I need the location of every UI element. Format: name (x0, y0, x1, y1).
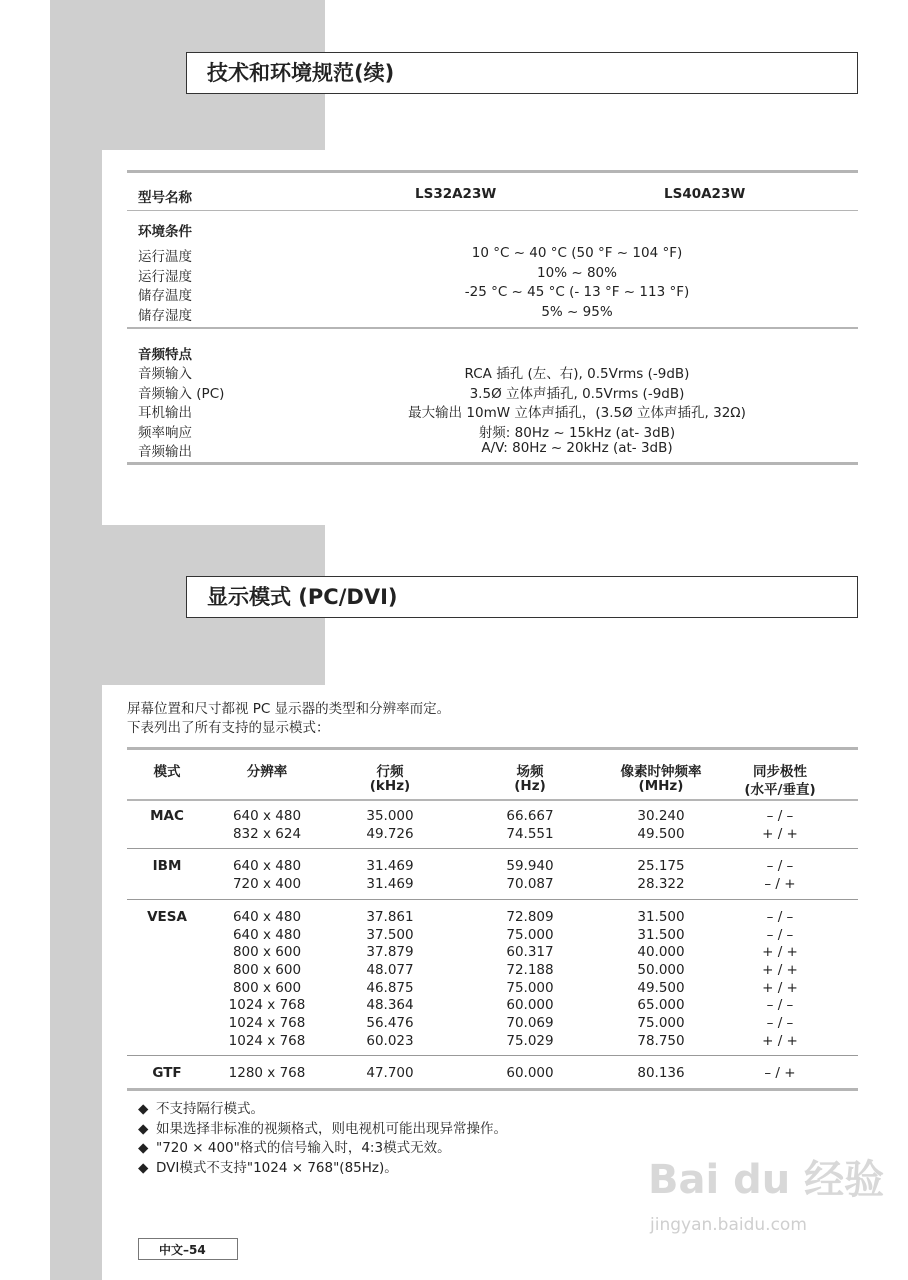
cell-resolution: 720 x 400 (232, 876, 302, 893)
cell-vfreq: 70.087 (506, 876, 554, 893)
mode-name: GTF (152, 1065, 182, 1082)
mode-name: VESA (147, 908, 187, 925)
table-top-rule (127, 170, 858, 173)
note-text: "720 × 400"格式的信号输入时，4:3模式无效。 (156, 1140, 451, 1156)
header-vfreq: 场频 (516, 764, 544, 780)
env-label: 储存湿度 (138, 307, 192, 324)
cell-resolution: 800 x 600 (232, 979, 302, 996)
header-mode: 模式 (153, 764, 181, 780)
audio-label: 音频输入 (138, 366, 192, 382)
cell-pixel-clock: 25.175 (637, 858, 685, 875)
watermark-logo: Bai du 经验 (648, 1157, 885, 1203)
cell-pixel-clock: 50.000 (637, 961, 685, 978)
watermark-url: jingyan.baidu.com (650, 1215, 807, 1235)
header-rule (127, 210, 858, 211)
note-text: DVI模式不支持"1024 × 768"(85Hz)。 (156, 1159, 398, 1176)
cell-pixel-clock: 31.500 (637, 926, 685, 943)
cell-pixel-clock: 78.750 (637, 1032, 685, 1049)
cell-resolution: 800 x 600 (232, 961, 302, 978)
env-value: -25 °C ~ 45 °C (- 13 °F ~ 113 °F) (464, 284, 690, 300)
env-heading: 环境条件 (138, 224, 192, 240)
audio-value: 3.5Ø 立体声插孔, 0.5Vrms (-9dB) (469, 385, 685, 402)
table-bottom-rule (127, 462, 858, 465)
cell-sync-polarity: – / – (766, 858, 794, 875)
cell-vfreq: 70.069 (506, 1015, 554, 1031)
cell-sync-polarity: + / + (762, 979, 798, 996)
env-label: 运行温度 (138, 249, 192, 265)
modes-top-rule (127, 747, 858, 750)
gray-band-left (50, 150, 102, 525)
header-pixel-clock-unit: (MHz) (638, 778, 684, 794)
header-sync-polarity: 同步极性 (753, 764, 807, 780)
model-2: LS40A23W (664, 186, 746, 202)
cell-resolution: 1024 x 768 (228, 1015, 306, 1031)
cell-sync-polarity: + / + (762, 1032, 798, 1049)
header-pixel-clock: 像素时钟频率 (620, 764, 702, 780)
cell-pixel-clock: 40.000 (637, 944, 685, 961)
cell-sync-polarity: + / + (762, 944, 798, 961)
cell-hfreq: 47.700 (366, 1065, 414, 1082)
cell-sync-polarity: – / – (766, 926, 794, 943)
env-value: 10% ~ 80% (537, 264, 617, 281)
note-item (138, 1117, 507, 1137)
cell-hfreq: 31.469 (366, 876, 414, 893)
cell-pixel-clock: 30.240 (637, 808, 685, 824)
audio-label: 耳机输出 (138, 405, 192, 421)
header-vfreq-unit: (Hz) (514, 778, 546, 794)
env-label: 储存温度 (138, 288, 192, 304)
header-hfreq: 行频 (376, 764, 404, 780)
audio-label: 频率响应 (138, 424, 192, 441)
section-title-specs: 技术和环境规范(续) (186, 52, 858, 94)
cell-sync-polarity: – / – (766, 997, 794, 1014)
modes-bottom-rule (127, 1088, 858, 1091)
cell-vfreq: 59.940 (506, 858, 554, 875)
model-1: LS32A23W (415, 186, 497, 202)
header-hfreq-unit: (kHz) (369, 778, 411, 794)
cell-pixel-clock: 28.322 (637, 876, 685, 893)
cell-resolution: 1024 x 768 (228, 1032, 306, 1049)
cell-pixel-clock: 49.500 (637, 825, 685, 842)
audio-label: 音频输入 (PC) (138, 385, 225, 402)
cell-resolution: 1280 x 768 (228, 1065, 306, 1082)
cell-pixel-clock: 49.500 (637, 979, 685, 996)
note-item (138, 1097, 264, 1117)
audio-value: 射频: 80Hz ~ 15kHz (at- 3dB) (478, 424, 676, 441)
env-rule (127, 327, 858, 329)
mode-name: MAC (150, 808, 184, 824)
cell-hfreq: 48.364 (366, 997, 414, 1014)
cell-hfreq: 46.875 (366, 979, 414, 996)
cell-pixel-clock: 80.136 (637, 1065, 685, 1082)
cell-hfreq: 48.077 (366, 961, 414, 978)
group-rule (127, 1055, 858, 1056)
cell-hfreq: 31.469 (366, 858, 414, 875)
header-sync-polarity-unit: (水平/垂直) (744, 782, 816, 798)
cell-resolution: 640 x 480 (232, 926, 302, 943)
cell-resolution: 640 x 480 (232, 808, 302, 824)
bullet-diamond-icon: ◆ (138, 1101, 149, 1117)
cell-pixel-clock: 65.000 (637, 997, 685, 1014)
cell-vfreq: 60.000 (506, 1065, 554, 1082)
env-label: 运行湿度 (138, 268, 192, 285)
gray-band-left-lower (50, 685, 102, 1280)
cell-hfreq: 49.726 (366, 825, 414, 842)
cell-resolution: 640 x 480 (232, 908, 302, 925)
bullet-diamond-icon: ◆ (138, 1140, 149, 1156)
cell-pixel-clock: 31.500 (637, 908, 685, 925)
cell-resolution: 640 x 480 (232, 858, 302, 875)
cell-resolution: 1024 x 768 (228, 997, 306, 1014)
group-rule (127, 899, 858, 900)
cell-sync-polarity: – / – (766, 808, 794, 824)
bullet-diamond-icon: ◆ (138, 1159, 149, 1176)
audio-value: A/V: 80Hz ~ 20kHz (at- 3dB) (481, 440, 673, 456)
cell-vfreq: 75.000 (506, 926, 554, 943)
note-item (138, 1156, 398, 1176)
cell-vfreq: 60.000 (506, 997, 554, 1014)
bullet-diamond-icon: ◆ (138, 1120, 149, 1137)
page-number: 中文–54 (138, 1238, 238, 1260)
cell-resolution: 800 x 600 (232, 944, 302, 961)
env-value: 5% ~ 95% (541, 303, 613, 320)
env-value: 10 °C ~ 40 °C (50 °F ~ 104 °F) (471, 245, 683, 261)
cell-pixel-clock: 75.000 (637, 1015, 685, 1031)
intro-line-1: 屏幕位置和尺寸都视 PC 显示器的类型和分辨率而定。 (127, 701, 451, 717)
cell-sync-polarity: – / – (766, 1015, 794, 1031)
cell-vfreq: 75.000 (506, 979, 554, 996)
modes-header-rule (127, 799, 858, 801)
cell-hfreq: 37.879 (366, 944, 414, 961)
section-title-display-modes: 显示模式 (PC/DVI) (186, 576, 858, 618)
cell-vfreq: 74.551 (506, 825, 554, 842)
audio-label: 音频输出 (138, 444, 192, 460)
audio-value: RCA 插孔 (左、右), 0.5Vrms (-9dB) (464, 366, 690, 382)
cell-sync-polarity: – / – (766, 908, 794, 925)
cell-sync-polarity: + / + (762, 961, 798, 978)
cell-vfreq: 60.317 (506, 944, 554, 961)
cell-sync-polarity: – / + (764, 876, 796, 893)
intro-line-2: 下表列出了所有支持的显示模式： (127, 720, 330, 736)
cell-vfreq: 72.188 (506, 961, 554, 978)
cell-hfreq: 60.023 (366, 1032, 414, 1049)
note-text: 如果选择非标准的视频格式，则电视机可能出现异常操作。 (156, 1120, 507, 1137)
cell-sync-polarity: – / + (764, 1065, 796, 1082)
audio-heading: 音频特点 (138, 347, 192, 363)
cell-vfreq: 72.809 (506, 908, 554, 925)
cell-sync-polarity: + / + (762, 825, 798, 842)
cell-resolution: 832 x 624 (232, 825, 302, 842)
cell-hfreq: 37.861 (366, 908, 414, 925)
group-rule (127, 848, 858, 849)
cell-hfreq: 35.000 (366, 808, 414, 824)
model-label: 型号名称 (138, 190, 192, 206)
mode-name: IBM (152, 858, 182, 875)
cell-vfreq: 75.029 (506, 1032, 554, 1049)
audio-value: 最大输出 10mW 立体声插孔，(3.5Ø 立体声插孔, 32Ω) (408, 405, 746, 421)
note-text: 不支持隔行模式。 (156, 1101, 264, 1117)
note-item (138, 1136, 451, 1156)
cell-vfreq: 66.667 (506, 808, 554, 824)
cell-hfreq: 56.476 (366, 1015, 414, 1031)
header-resolution: 分辨率 (246, 764, 288, 780)
cell-hfreq: 37.500 (366, 926, 414, 943)
